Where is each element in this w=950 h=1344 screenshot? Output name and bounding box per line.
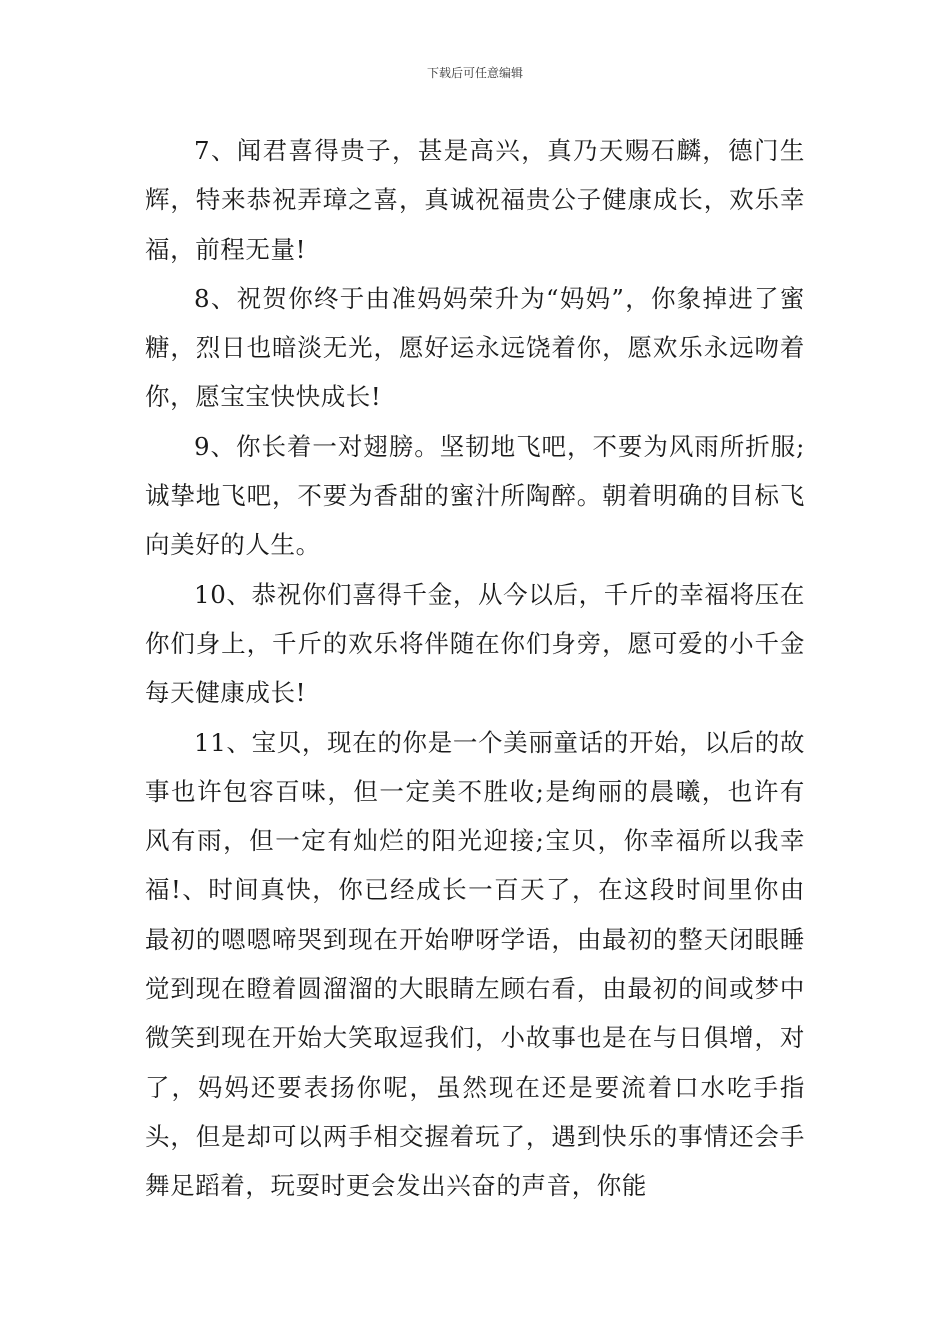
paragraph-11: 11、宝贝，现在的你是一个美丽童话的开始，以后的故事也许包容百味，但一定美不胜收;是绚丽的晨曦，也许有风有雨，但一定有灿烂的阳光迎接;宝贝，你幸福所以我幸福!、时间真快，你已经成长一百天了，在这段时间里你由最初的嗯嗯啼哭到现在开始咿呀学语，由最初的整天闭眼睡觉到现在瞪着圆溜溜的大眼睛左顾右看，由最初的间或梦中微笑到现在开始大笑取逗我们，小故事也是在与日俱增，对了，妈妈还要表扬你呢，虽然现在还是要流着口水吃手指头，但是却可以两手相交握着玩了，遇到快乐的事情还会手舞足蹈着，玩耍时更会发出兴奋的声音，你能: [145, 727, 805, 1201]
document-body: [145, 126, 805, 1211]
paragraph-7: 7、闻君喜得贵子，甚是高兴，真乃天赐石麟，德门生辉，特来恭祝弄璋之喜，真诚祝福贵公子健康成长，欢乐幸福，前程无量!: [145, 136, 805, 264]
paragraph-9: 9、你长着一对翅膀。坚韧地飞吧，不要为风雨所折服;诚挚地飞吧，不要为香甜的蜜汁所陶醉。朝着明确的目标飞向美好的人生。: [145, 431, 805, 560]
paragraph-10: 10、恭祝你们喜得千金，从今以后，千斤的幸福将压在你们身上，千斤的欢乐将伴随在你们身旁，愿可爱的小千金每天健康成长!: [145, 579, 805, 708]
page-header: 下载后可任意编辑: [426, 66, 523, 80]
paragraph-8: 8、祝贺你终于由准妈妈荣升为“妈妈”，你象掉进了蜜糖，烈日也暗淡无光，愿好运永远饶着你，愿欢乐永远吻着你，愿宝宝快快成长!: [145, 283, 805, 412]
